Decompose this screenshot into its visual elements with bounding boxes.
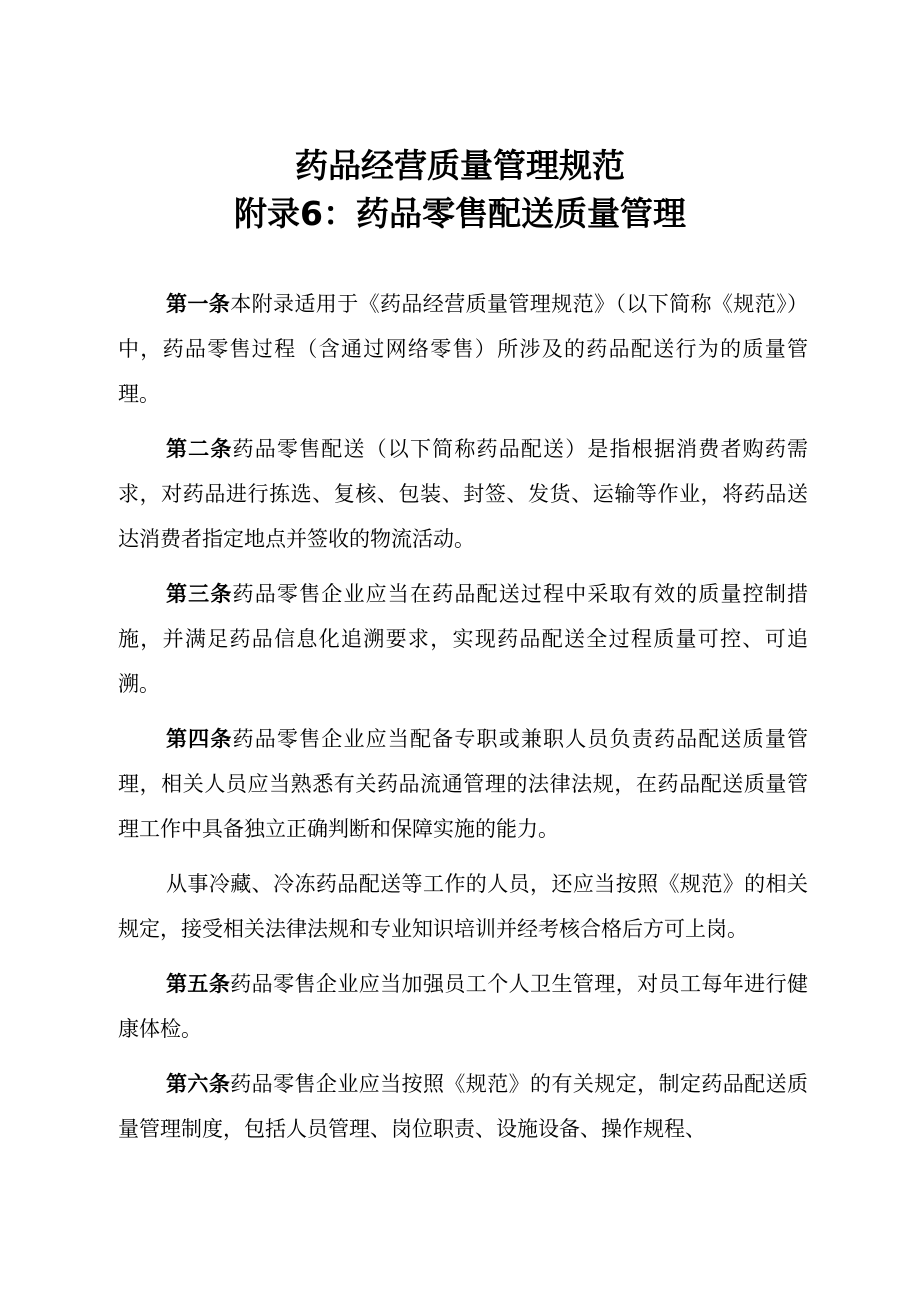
paragraph-text: 从事冷藏、冷冻药品配送等工作的人员，还应当按照《规范》的相关规定，接受相关法律法规和专业知识培训并经考核合格后方可上岗。 xyxy=(118,872,808,941)
paragraph-article-1 xyxy=(118,282,808,417)
document-title xyxy=(0,142,920,238)
paragraph-text: 药品零售企业应当配备专职或兼职人员负责药品配送质量管理，相关人员应当熟悉有关药品流通管理的法律法规，在药品配送质量管理工作中具备独立正确判断和保障实施的能力。 xyxy=(118,727,809,841)
paragraph-text: 药品零售企业应当在药品配送过程中采取有效的质量控制措施，并满足药品信息化追溯要求，实现药品配送全过程质量可控、可追溯。 xyxy=(118,582,809,696)
article-heading: 第五条 xyxy=(166,972,231,996)
paragraph-text: 药品零售企业应当按照《规范》的有关规定，制定药品配送质量管理制度，包括人员管理、岗位职责、设施设备、操作规程、 xyxy=(118,1072,809,1141)
paragraph-article-2 xyxy=(118,427,808,562)
paragraph-text: 药品零售企业应当加强员工个人卫生管理，对员工每年进行健康体检。 xyxy=(118,972,809,1041)
paragraph-text: 本附录适用于《药品经营质量管理规范》（以下简称《规范》）中，药品零售过程（含通过网络零售）所涉及的药品配送行为的质量管理。 xyxy=(118,292,809,406)
paragraph-article-4-cont xyxy=(118,862,808,952)
title-line-1: 药品经营质量管理规范 xyxy=(295,146,625,185)
title-line-2: 附录6：药品零售配送质量管理 xyxy=(234,194,686,233)
paragraph-article-4 xyxy=(118,717,808,852)
article-heading: 第四条 xyxy=(166,727,233,751)
document-body xyxy=(118,282,808,1162)
article-heading: 第三条 xyxy=(166,582,233,606)
article-heading: 第六条 xyxy=(166,1072,231,1096)
article-heading: 第一条 xyxy=(166,292,231,316)
article-heading: 第二条 xyxy=(166,437,233,461)
paragraph-article-6 xyxy=(118,1062,808,1152)
paragraph-article-3 xyxy=(118,572,808,707)
paragraph-article-5 xyxy=(118,962,808,1052)
paragraph-text: 药品零售配送（以下简称药品配送）是指根据消费者购药需求，对药品进行拣选、复核、包装、封签、发货、运输等作业，将药品送达消费者指定地点并签收的物流活动。 xyxy=(118,437,809,551)
